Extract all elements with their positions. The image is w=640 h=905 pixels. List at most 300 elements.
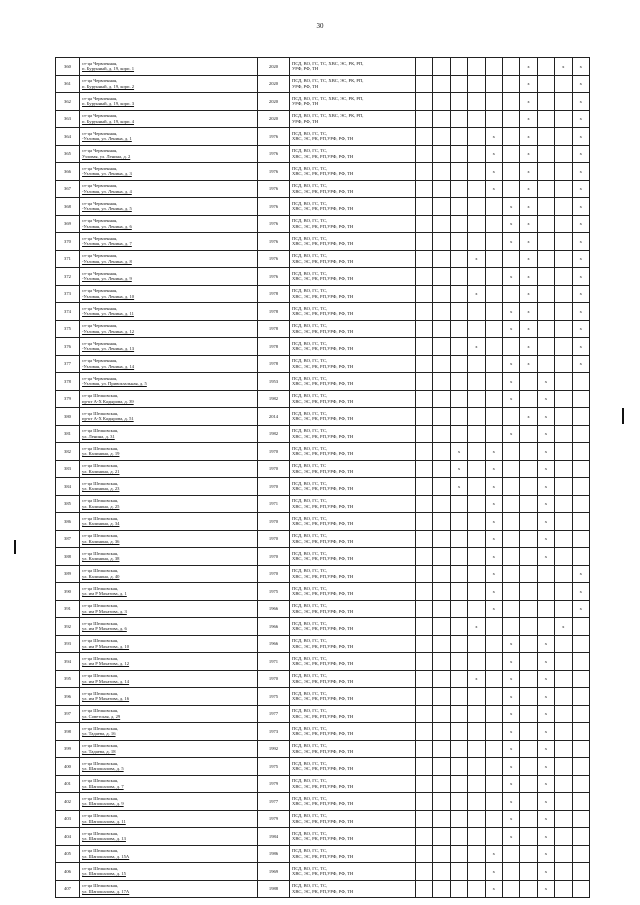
mark-cell (572, 338, 589, 356)
mark-cell (520, 268, 537, 286)
mark-cell (537, 460, 554, 478)
mark-cell (555, 758, 572, 776)
row-number: 362 (56, 93, 80, 111)
mark-cell (520, 303, 537, 321)
mark-cell (485, 530, 502, 548)
mark-cell (502, 478, 519, 496)
address-cell (80, 110, 258, 128)
services-cell (290, 845, 416, 863)
mark-cell (520, 758, 537, 776)
table-row (56, 495, 590, 513)
mark-cell (572, 565, 589, 583)
mark-cell (468, 880, 485, 898)
year-built: 1978 (258, 355, 290, 373)
mark-cell (572, 705, 589, 723)
year-built: 2020 (258, 93, 290, 111)
mark-cell (416, 495, 433, 513)
services-cell (290, 565, 416, 583)
mark-cell (485, 688, 502, 706)
address-cell (80, 565, 258, 583)
table-row (56, 513, 590, 531)
mark-cell (416, 880, 433, 898)
mark-cell (572, 880, 589, 898)
mark-cell (468, 863, 485, 881)
table-row (56, 338, 590, 356)
address-line-1: ст-ца Шелковская, (82, 795, 119, 801)
row-number: 388 (56, 548, 80, 566)
address-cell (80, 583, 258, 601)
table-row (56, 635, 590, 653)
mark-cell (502, 793, 519, 811)
check-mark: x (492, 448, 495, 454)
address-line-2: ул. им Р Махатова, д. 1 (82, 591, 127, 597)
check-mark: x (492, 536, 495, 542)
address-line-2: ул. им Р Махатова, д. 14 (82, 678, 130, 684)
mark-cell (485, 705, 502, 723)
services-cell (290, 58, 416, 76)
mark-cell (537, 495, 554, 513)
mark-cell (468, 653, 485, 671)
mark-cell (555, 478, 572, 496)
check-mark: x (579, 588, 582, 594)
services-line-1: ПСД, ВО, ГС, ТС, (292, 235, 328, 241)
table-row (56, 548, 590, 566)
mark-cell (537, 180, 554, 198)
address-line-2: -Узловая, ул. Ленина, д. 6 (82, 223, 132, 229)
mark-cell (502, 163, 519, 181)
mark-cell (537, 653, 554, 671)
check-mark: x (544, 518, 548, 524)
row-number: 390 (56, 583, 80, 601)
services-line-1: ПСД, ВО, ГС, ТС, (292, 743, 328, 749)
services-line-2: ХВС, ЭС, РК, РП,УРФ, РФ, ТН (292, 468, 354, 474)
mark-cell (572, 320, 589, 338)
mark-cell (520, 373, 537, 391)
row-number: 392 (56, 618, 80, 636)
mark-cell (520, 390, 537, 408)
mark-cell (572, 653, 589, 671)
mark-cell (520, 845, 537, 863)
mark-cell (520, 495, 537, 513)
address-line-1: ст-ца Шелковская, (82, 620, 119, 626)
mark-cell (433, 688, 450, 706)
mark-cell (502, 828, 519, 846)
mark-cell (416, 828, 433, 846)
mark-cell (433, 705, 450, 723)
mark-cell (485, 583, 502, 601)
services-line-2: ХВС, ЭС, РК, РП,УРФ, РФ, ТН (292, 171, 354, 177)
mark-cell (555, 58, 572, 76)
address-line-1: ст-ца Шелковская, (82, 743, 119, 749)
mark-cell (450, 320, 467, 338)
mark-cell (450, 758, 467, 776)
mark-cell (433, 373, 450, 391)
table-row (56, 268, 590, 286)
services-line-2: ХВС, ЭС, РК, РП,УРФ, РФ, ТН (292, 591, 354, 597)
check-mark: x (510, 396, 513, 402)
mark-cell (416, 128, 433, 146)
mark-cell (537, 478, 554, 496)
check-mark: x (579, 133, 582, 139)
mark-cell (450, 845, 467, 863)
services-line-2: ХВС, ЭС, РК, РП,УРФ, РФ, ТН (292, 643, 354, 649)
table-row (56, 355, 590, 373)
mark-cell (433, 863, 450, 881)
address-line-1: ст-ца Шелковская, (82, 445, 119, 451)
address-line-1: ст-ца Шелковская, (82, 410, 119, 416)
mark-cell (416, 198, 433, 216)
mark-cell (450, 653, 467, 671)
mark-cell (485, 180, 502, 198)
mark-cell (485, 880, 502, 898)
mark-cell (572, 775, 589, 793)
mark-cell (468, 828, 485, 846)
mark-cell (572, 810, 589, 828)
year-built: 1982 (258, 390, 290, 408)
mark-cell (468, 320, 485, 338)
mark-cell (572, 863, 589, 881)
mark-cell (537, 863, 554, 881)
mark-cell (537, 565, 554, 583)
mark-cell (433, 408, 450, 426)
mark-cell (520, 810, 537, 828)
table-row (56, 180, 590, 198)
mark-cell (572, 600, 589, 618)
services-line-1: ПСД, ВО, ГС, ТС, (292, 253, 328, 259)
mark-cell (572, 250, 589, 268)
address-cell (80, 145, 258, 163)
address-line-2: -Узловая, ул. Ленина, д. 14 (82, 363, 135, 369)
year-built: 1978 (258, 285, 290, 303)
address-line-2: ул. Тадаева, д. 18 (82, 748, 116, 754)
check-mark: x (527, 133, 530, 139)
mark-cell (416, 390, 433, 408)
services-line-2: ХВС, ЭС, РК, РП,УРФ, РФ, ТН (292, 416, 354, 422)
mark-cell (520, 653, 537, 671)
services-line-2: ХВС, ЭС, РК, РП,УРФ, РФ, ТН (292, 853, 354, 859)
mark-cell (416, 443, 433, 461)
mark-cell (520, 635, 537, 653)
mark-cell (433, 565, 450, 583)
address-line-2: -Узловая, ул. Ленина, д. 9 (82, 276, 132, 282)
mark-cell (537, 793, 554, 811)
mark-cell (433, 723, 450, 741)
year-built: 1975 (258, 758, 290, 776)
mark-cell (416, 215, 433, 233)
address-line-1: ст-ца Червленная, (82, 78, 118, 84)
mark-cell (537, 163, 554, 181)
mark-cell (520, 793, 537, 811)
mark-cell (450, 880, 467, 898)
row-number: 373 (56, 285, 80, 303)
table-row (56, 828, 590, 846)
check-mark: x (527, 326, 530, 332)
address-line-1: ст-ца Червленная, (82, 305, 118, 311)
address-line-2: -Узловая, ул. Ленина, д. 1 (82, 136, 132, 142)
mark-cell (450, 93, 467, 111)
mark-cell (520, 285, 537, 303)
mark-cell (468, 530, 485, 548)
housing-register-table (55, 57, 590, 898)
check-mark: x (544, 816, 548, 822)
address-cell (80, 408, 258, 426)
services-cell (290, 583, 416, 601)
services-line-2: ХВС, ЭС, РК, РП,УРФ, РФ, ТН (292, 188, 354, 194)
mark-cell (468, 180, 485, 198)
address-cell (80, 303, 258, 321)
address-cell (80, 58, 258, 76)
services-line-1: ПСД, ВО, ГС, ТС, (292, 813, 328, 819)
mark-cell (520, 460, 537, 478)
mark-cell (555, 373, 572, 391)
mark-cell (555, 233, 572, 251)
mark-cell (555, 285, 572, 303)
check-mark: x (579, 291, 582, 297)
mark-cell (555, 863, 572, 881)
address-line-1: ст-ца Шелковская, (82, 428, 119, 434)
row-number: 399 (56, 740, 80, 758)
mark-cell (555, 198, 572, 216)
mark-cell (537, 75, 554, 93)
address-line-1: ст-ца Червленная, (82, 270, 118, 276)
check-mark: x (492, 606, 495, 612)
check-mark: x (475, 256, 478, 262)
row-number: 377 (56, 355, 80, 373)
mark-cell (433, 163, 450, 181)
mark-cell (468, 548, 485, 566)
mark-cell (502, 180, 519, 198)
services-line-2: ХВС, ЭС, РК, РП,УРФ, РФ, ТН (292, 818, 354, 824)
year-built: 1976 (258, 180, 290, 198)
year-built: 1953 (258, 373, 290, 391)
mark-cell (485, 110, 502, 128)
services-cell (290, 548, 416, 566)
address-line-2: ул. Шапошалова, д. 7 (82, 783, 124, 789)
mark-cell (468, 810, 485, 828)
year-built: 1982 (258, 425, 290, 443)
mark-cell (572, 75, 589, 93)
table-row (56, 460, 590, 478)
mark-cell (433, 513, 450, 531)
mark-cell (450, 373, 467, 391)
check-mark: x (579, 81, 582, 87)
table-row (56, 478, 590, 496)
year-built: 1969 (258, 863, 290, 881)
services-line-1: ПСД, ВО, ГС, ТС, ХВС, ЭС, РК, РП, (292, 78, 364, 84)
check-mark: x (527, 151, 530, 157)
row-number: 383 (56, 460, 80, 478)
mark-cell (502, 548, 519, 566)
address-line-1: ст-ца Шелковская, (82, 778, 119, 784)
mark-cell (450, 233, 467, 251)
table-row (56, 845, 590, 863)
mark-cell (572, 793, 589, 811)
row-number: 379 (56, 390, 80, 408)
mark-cell (485, 355, 502, 373)
address-line-1: ст-ца Шелковская, (82, 533, 119, 539)
mark-cell (468, 285, 485, 303)
services-line-1: ПСД, ВО, ГС, ТС (292, 463, 327, 469)
check-mark: x (510, 641, 513, 647)
mark-cell (450, 443, 467, 461)
mark-cell (502, 320, 519, 338)
mark-cell (416, 863, 433, 881)
mark-cell (572, 478, 589, 496)
row-number: 381 (56, 425, 80, 443)
mark-cell (485, 723, 502, 741)
services-cell (290, 128, 416, 146)
mark-cell (433, 653, 450, 671)
address-line-2: ул. им Р Махатова, д. 3 (82, 608, 127, 614)
address-cell (80, 810, 258, 828)
mark-cell (485, 198, 502, 216)
services-cell (290, 268, 416, 286)
services-line-2: ХВС, ЭС, РК, РП,УРФ, РФ, ТН (292, 626, 354, 632)
services-cell (290, 110, 416, 128)
check-mark: x (510, 833, 513, 839)
mark-cell (537, 128, 554, 146)
mark-cell (555, 408, 572, 426)
services-cell (290, 758, 416, 776)
mark-cell (485, 845, 502, 863)
row-number: 360 (56, 58, 80, 76)
services-cell (290, 75, 416, 93)
check-mark: x (544, 676, 548, 682)
check-mark: x (510, 746, 513, 752)
services-cell (290, 390, 416, 408)
table-row (56, 723, 590, 741)
mark-cell (502, 355, 519, 373)
year-built: 2020 (258, 75, 290, 93)
address-cell (80, 653, 258, 671)
mark-cell (555, 828, 572, 846)
services-line-1: ПСД, ВО, ГС, ТС, (292, 515, 328, 521)
services-line-1: ПСД, ВО, ГС, ТС, (292, 165, 328, 171)
check-mark: x (492, 501, 495, 507)
check-mark: x (579, 606, 582, 612)
services-line-2: ХВС, ЭС, РК, РП,УРФ, РФ, ТН (292, 153, 354, 159)
check-mark: x (510, 711, 513, 717)
mark-cell (468, 705, 485, 723)
year-built: 1970 (258, 478, 290, 496)
mark-cell (450, 688, 467, 706)
services-line-1: ПСД, ВО, ГС, ТС, (292, 393, 328, 399)
services-cell (290, 355, 416, 373)
check-mark: x (579, 186, 582, 192)
row-number: 393 (56, 635, 80, 653)
address-line-1: ст-ца Шелковская, (82, 655, 119, 661)
mark-cell (537, 338, 554, 356)
mark-cell (485, 513, 502, 531)
address-line-1: ст-ца Шелковская, (82, 760, 119, 766)
check-mark: x (510, 781, 513, 787)
table-row (56, 128, 590, 146)
mark-cell (433, 198, 450, 216)
table-row (56, 163, 590, 181)
services-cell (290, 425, 416, 443)
mark-cell (537, 705, 554, 723)
services-line-1: ПСД, ВО, ГС, ТС, (292, 585, 328, 591)
mark-cell (502, 443, 519, 461)
check-mark: x (510, 693, 513, 699)
mark-cell (468, 145, 485, 163)
services-line-2: ХВС, ЭС, РК, РП,УРФ, РФ, ТН (292, 293, 354, 299)
mark-cell (468, 93, 485, 111)
services-line-1: ПСД, ВО, ГС, ТС, (292, 218, 328, 224)
mark-cell (450, 583, 467, 601)
check-mark: x (544, 763, 548, 769)
services-cell (290, 495, 416, 513)
address-line-2: пр-кт А-Х Кадырова, д. 39 (82, 398, 134, 404)
mark-cell (537, 93, 554, 111)
check-mark: x (544, 396, 548, 402)
mark-cell (450, 460, 467, 478)
services-line-1: ПСД, ВО, ГС, ТС, (292, 673, 328, 679)
table-row (56, 758, 590, 776)
row-number: 371 (56, 250, 80, 268)
address-cell (80, 600, 258, 618)
mark-cell (485, 250, 502, 268)
address-line-2: -Узловая, ул. Ленина, д. 3 (82, 171, 132, 177)
services-cell (290, 198, 416, 216)
services-line-2: ХВС, ЭС, РК, РП,УРФ, РФ, ТН (292, 503, 354, 509)
address-line-2: п. Бурунный, д. 19, корп. 4 (82, 118, 135, 124)
mark-cell (433, 128, 450, 146)
check-mark: x (527, 63, 530, 69)
check-mark: x (527, 238, 530, 244)
check-mark: x (544, 781, 548, 787)
table-row (56, 390, 590, 408)
mark-cell (502, 303, 519, 321)
mark-cell (555, 495, 572, 513)
mark-cell (537, 303, 554, 321)
address-line-1: ст-ца Червленная, (82, 340, 118, 346)
mark-cell (555, 145, 572, 163)
mark-cell (433, 618, 450, 636)
year-built: 1966 (258, 600, 290, 618)
mark-cell (555, 75, 572, 93)
scan-edge-mark-left (14, 540, 16, 554)
mark-cell (450, 145, 467, 163)
address-line-2: ул. Калинина, д. 36 (82, 538, 120, 544)
mark-cell (537, 215, 554, 233)
check-mark: x (544, 833, 548, 839)
mark-cell (485, 863, 502, 881)
mark-cell (520, 530, 537, 548)
mark-cell (468, 215, 485, 233)
table-row (56, 565, 590, 583)
year-built: 1970 (258, 530, 290, 548)
services-line-1: ПСД, ВО, ГС, ТС, (292, 340, 328, 346)
check-mark: x (510, 273, 513, 279)
mark-cell (555, 600, 572, 618)
mark-cell (520, 478, 537, 496)
services-line-1: ПСД, ВО, ГС, ТС, (292, 183, 328, 189)
mark-cell (502, 75, 519, 93)
mark-cell (537, 145, 554, 163)
services-cell (290, 443, 416, 461)
services-line-2: ХВС, ЭС, РК, РП,УРФ, РФ, ТН (292, 521, 354, 527)
table-row (56, 303, 590, 321)
address-line-1: ст-ца Шелковская, (82, 830, 119, 836)
mark-cell (468, 723, 485, 741)
mark-cell (502, 93, 519, 111)
services-cell (290, 408, 416, 426)
row-number: 366 (56, 163, 80, 181)
mark-cell (502, 688, 519, 706)
mark-cell (555, 810, 572, 828)
row-number: 400 (56, 758, 80, 776)
